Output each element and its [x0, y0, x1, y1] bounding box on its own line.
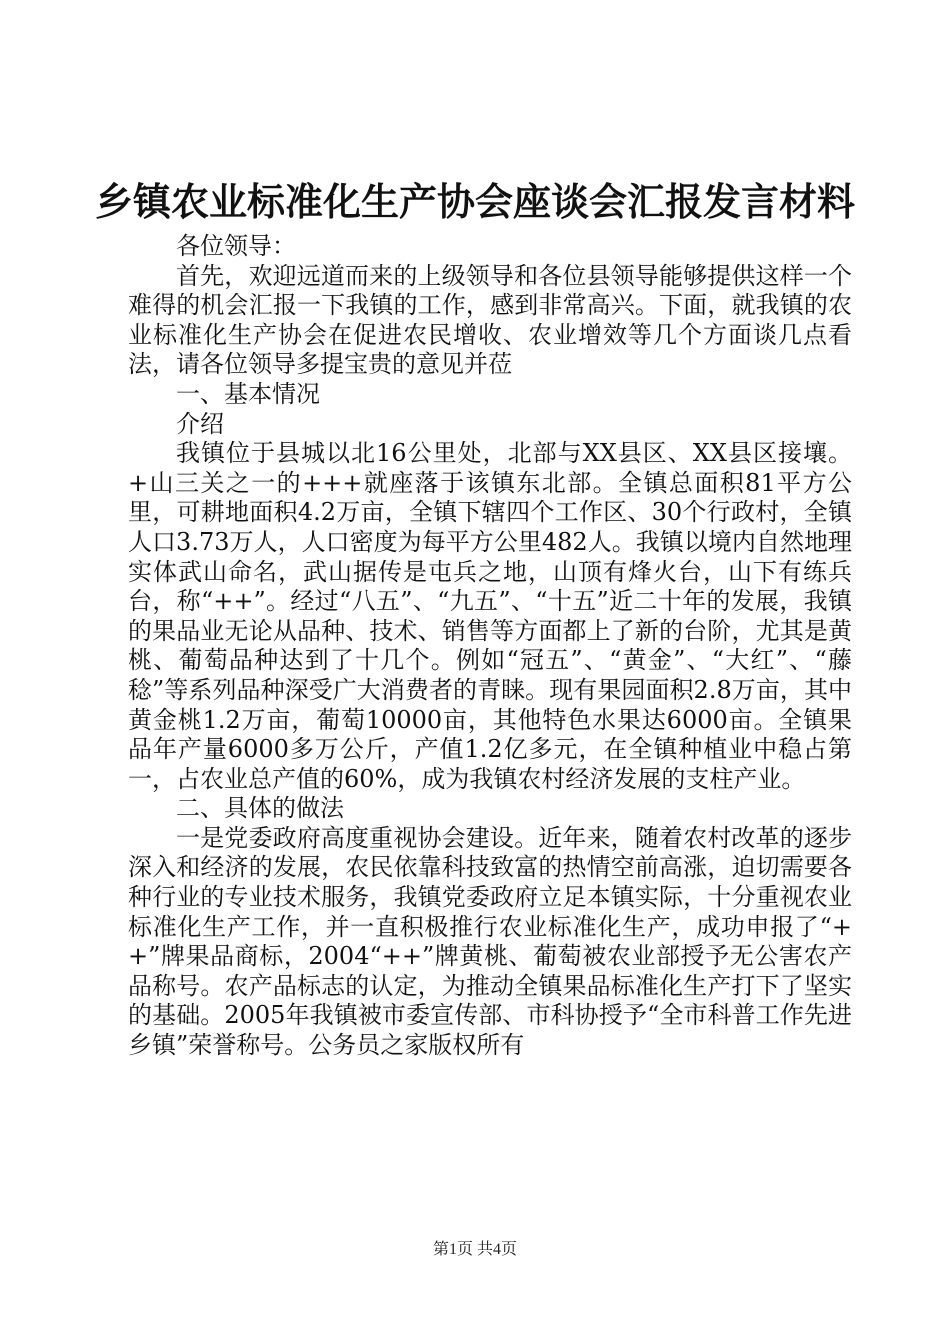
document-title: 乡镇农业标准化生产协会座谈会汇报发言材料	[94, 179, 855, 224]
practices-paragraph: 一是党委政府高度重视协会建设。近年来，随着农村改革的逐步深入和经济的发展，农民依靠科技致富的热情空前高涨，迫切需要各种行业的专业技术服务，我镇党委政府立足本镇实际，十分重视农业标准化生产工作，并一直积极推行农业标准化生产，成功申报了“++”牌果品商标，2004“++”牌黄桃、葡萄被农业部授予无公害农产品称号。农产品标志的认定，为推动全镇果品标准化生产打下了坚实的基础。2005年我镇被市委宣传部、市科协授予“全市科普工作先进乡镇”荣誉称号。公务员之家版权所有	[128, 823, 852, 1060]
document-body	[128, 232, 852, 1061]
basic-situation-paragraph: 我镇位于县城以北16公里处，北部与XX县区、XX县区接壤。+山三关之一的+++就座落于该镇东北部。全镇总面积81平方公里，可耕地面积4.2万亩，全镇下辖四个工作区、30个行政村，全镇人口3.73万人，人口密度为每平方公里482人。我镇以境内自然地理实体武山命名，武山据传是屯兵之地，山顶有烽火台，山下有练兵台，称“++”。经过“八五”、“九五”、“十五”近二十年的发展，我镇的果品业无论从品种、技术、销售等方面都上了新的台阶，尤其是黄桃、葡萄品种达到了十几个。例如“冠五”、“黄金”、“大红”、“藤稔”等系列品种深受广大消费者的青睐。现有果园面积2.8万亩，其中黄金桃1.2万亩，葡萄10000亩，其他特色水果达6000亩。全镇果品年产量6000多万公斤，产值1.2亿多元，在全镇种植业中稳占第一，占农业总产值的60%，成为我镇农村经济发展的支柱产业。	[128, 439, 852, 793]
section-heading-specific-practices: 二、具体的做法	[176, 794, 344, 823]
section-subheading-introduction: 介绍	[176, 409, 224, 438]
page-number-footer: 第1页 共4页	[432, 1241, 517, 1258]
section-heading-basic-situation: 一、基本情况	[176, 379, 320, 408]
opening-paragraph: 首先，欢迎远道而来的上级领导和各位县领导能够提供这样一个难得的机会汇报一下我镇的工作，感到非常高兴。下面，就我镇的农业标准化生产协会在促进农民增收、农业增效等几个方面谈几点看法，请各位领导多提宝贵的意见并莅	[128, 261, 852, 379]
salutation-paragraph: 各位领导：	[176, 232, 296, 260]
